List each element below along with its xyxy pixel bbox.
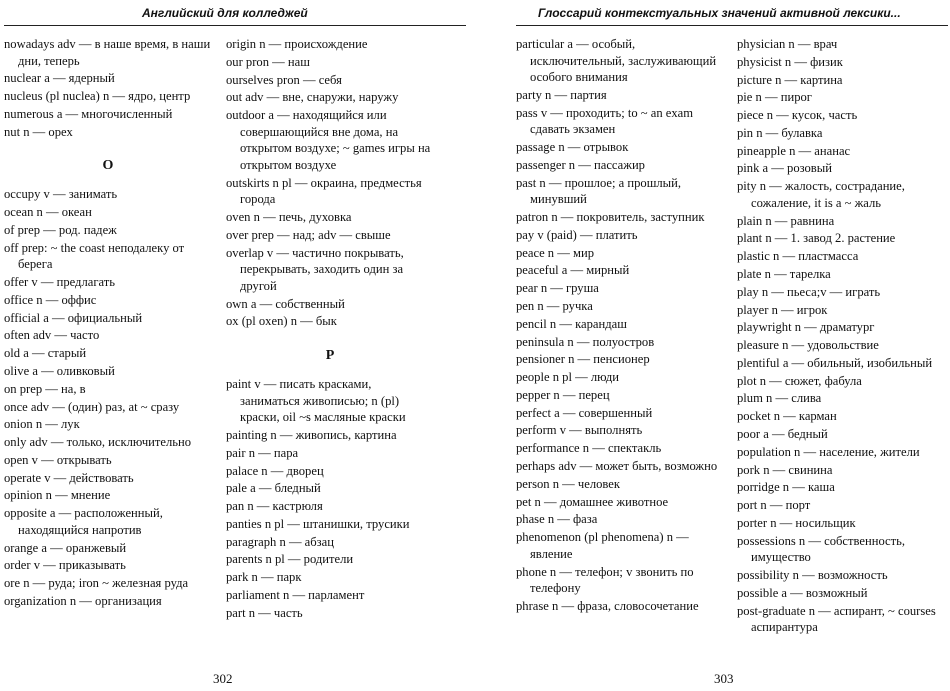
right-column-1 — [516, 36, 722, 616]
glossary-entry: pear n — груша — [516, 281, 599, 296]
glossary-entry: open v — открывать — [4, 452, 112, 467]
glossary-entry: pale a — бледный — [226, 481, 321, 496]
left-column-2 — [226, 36, 434, 623]
glossary-entry: perfect a — совершенный — [516, 405, 653, 420]
glossary-entry: ocean n — океан — [4, 205, 92, 220]
section-letter: O — [102, 158, 114, 174]
glossary-entry: pan n — кастрюля — [226, 499, 323, 514]
glossary-entry: old a — старый — [4, 346, 87, 361]
glossary-entry: particular a — особый, исключительный, заслуживающий особого внимания — [516, 37, 717, 85]
glossary-entry: organization n — организация — [4, 593, 162, 608]
glossary-entry: party n — партия — [516, 87, 607, 102]
glossary-entry: parents n pl — родители — [226, 552, 354, 567]
glossary-entry: ourselves pron — себя — [226, 72, 342, 87]
glossary-entry: over prep — над; adv — свыше — [226, 227, 391, 242]
glossary-entry: pensioner n — пенсионер — [516, 352, 650, 367]
glossary-entry: pay v (paid) — платить — [516, 227, 638, 242]
glossary-entry: origin n — происхождение — [226, 37, 368, 51]
glossary-entry: paint v — писать красками, заниматься живописью; n (pl) краски, oil ~s масляные краски — [226, 376, 406, 425]
glossary-entry: playwright n — драматург — [737, 320, 875, 335]
glossary-entry: pie n — пирог — [737, 90, 812, 105]
glossary-entry: possible a — возможный — [737, 585, 868, 600]
glossary-entry: piece n — кусок, часть — [737, 108, 858, 123]
glossary-entry: plate n — тарелка — [737, 266, 831, 281]
left-page-number: 302 — [213, 671, 233, 686]
glossary-entry: painting n — живопись, картина — [226, 427, 397, 442]
glossary-entry: pink a — розовый — [737, 161, 832, 176]
glossary-entry: pair n — пара — [226, 445, 299, 460]
glossary-entry: olive a — оливковый — [4, 363, 115, 378]
glossary-entry: pineapple n — ананас — [737, 143, 851, 158]
glossary-entry: post-graduate n — аспирант, ~ courses аспирантура — [737, 603, 936, 635]
glossary-entry: outdoor a — находящийся или совершающийся вне дома, на открытом воздухе; ~ games игры на открытом воздухе — [226, 108, 431, 172]
glossary-entry: pass v — проходить; to ~ an exam сдавать экзамен — [516, 105, 694, 137]
glossary-entry: official a — официальный — [4, 310, 143, 325]
glossary-entry: opposite a — расположенный, находящийся напротив — [4, 506, 163, 537]
left-header-rule — [4, 25, 466, 26]
glossary-entry: nuclear a — ядерный — [4, 71, 115, 86]
glossary-entry: play n — пьеса;v — играть — [737, 284, 881, 299]
glossary-entry: of prep — род. падеж — [4, 222, 117, 237]
glossary-entry: off prep: ~ the coast неподалеку от берега — [4, 240, 185, 272]
glossary-entry: part n — часть — [226, 605, 303, 620]
glossary-entry: phase n — фаза — [516, 512, 598, 527]
right-page-header: Глоссарий контекстуальных значений активной лексики... — [538, 6, 901, 20]
glossary-entry: order v — приказывать — [4, 558, 126, 573]
glossary-entry: population n — население, жители — [737, 444, 920, 459]
glossary-entry: pity n — жалость, сострадание, сожаление, it is a ~ жаль — [737, 179, 905, 210]
glossary-entry: plot n — сюжет, фабула — [737, 373, 862, 388]
glossary-entry: possibility n — возможность — [737, 568, 888, 583]
glossary-entry: offer v — предлагать — [4, 275, 115, 290]
left-page-header: Английский для колледжей — [142, 6, 308, 20]
glossary-entry: operate v — действовать — [4, 470, 134, 485]
glossary-entry: perform v — выполнять — [516, 423, 643, 438]
glossary-entry: occupy v — занимать — [4, 187, 118, 202]
glossary-entry: peninsula n — полуостров — [516, 334, 655, 349]
glossary-entry: port n — порт — [737, 498, 811, 513]
glossary-entry: passenger n — пассажир — [516, 157, 645, 172]
glossary-entry: plant n — 1. завод 2. растение — [737, 231, 896, 246]
glossary-entry: panties n pl — штанишки, трусики — [226, 516, 410, 531]
glossary-entry: own a — собственный — [226, 296, 345, 311]
glossary-entry: plentiful a — обильный, изобильный — [737, 355, 933, 370]
section-letter: P — [325, 347, 335, 363]
glossary-entry: outskirts n pl — окраина, предместья города — [226, 175, 422, 207]
left-page — [0, 0, 472, 691]
glossary-entry: on prep — на, в — [4, 381, 86, 396]
left-column-1 — [4, 36, 212, 611]
right-header-rule — [516, 25, 948, 26]
glossary-entry: performance n — спектакль — [516, 441, 662, 456]
glossary-entry: peace n — мир — [516, 245, 594, 260]
glossary-entry: phone n — телефон; v звонить по телефону — [516, 564, 694, 596]
glossary-entry: peaceful a — мирный — [516, 263, 630, 278]
glossary-entry: pleasure n — удовольствие — [737, 338, 879, 353]
glossary-entry: poor a — бедный — [737, 427, 828, 441]
glossary-entry: ore n — руда; iron ~ железная руда — [4, 576, 189, 591]
glossary-entry: opinion n — мнение — [4, 488, 111, 503]
glossary-entry: numerous a — многочисленный — [4, 106, 173, 121]
glossary-entry: nowadays adv — в наше время, в наши дни, теперь — [4, 37, 211, 68]
glossary-entry: plum n — слива — [737, 391, 822, 406]
glossary-entry: picture n — картина — [737, 72, 843, 87]
glossary-entry: orange a — оранжевый — [4, 540, 127, 555]
glossary-entry: porridge n — каша — [737, 480, 835, 495]
glossary-entry: only adv — только, исключительно — [4, 435, 192, 450]
glossary-entry: patron n — покровитель, заступник — [516, 210, 705, 225]
glossary-entry: physician n — врач — [737, 37, 838, 51]
right-page-number: 303 — [714, 671, 734, 686]
glossary-entry: overlap v — частично покрывать, перекрывать, заходить один за другой — [226, 245, 404, 293]
glossary-entry: paragraph n — абзац — [226, 534, 334, 549]
glossary-entry: parliament n — парламент — [226, 587, 365, 602]
glossary-entry: office n — оффис — [4, 292, 97, 307]
glossary-entry: nucleus (pl nuclea) n — ядро, центр — [4, 89, 191, 104]
glossary-entry: often adv — часто — [4, 328, 100, 343]
glossary-entry: pin n — булавка — [737, 125, 823, 140]
glossary-entry: once adv — (один) раз, at ~ сразу — [4, 399, 180, 414]
glossary-entry: pencil n — карандаш — [516, 316, 627, 331]
glossary-entry: pet n — домашнее животное — [516, 494, 669, 509]
glossary-entry: oven n — печь, духовка — [226, 210, 352, 225]
glossary-entry: pork n — свинина — [737, 462, 833, 477]
glossary-entry: onion n — лук — [4, 417, 80, 432]
glossary-entry: pocket n — карман — [737, 409, 837, 424]
glossary-entry: our pron — наш — [226, 54, 310, 69]
glossary-entry: person n — человек — [516, 476, 620, 491]
glossary-entry: nut n — орех — [4, 124, 73, 139]
glossary-entry: player n — игрок — [737, 302, 828, 317]
glossary-entry: pepper n — перец — [516, 387, 610, 402]
glossary-entry: ox (pl oxen) n — бык — [226, 314, 337, 329]
glossary-entry: people n pl — люди — [516, 370, 620, 385]
glossary-entry: porter n — носильщик — [737, 515, 856, 530]
right-page — [480, 0, 950, 691]
glossary-entry: plain n — равнина — [737, 213, 835, 228]
glossary-entry: pen n — ручка — [516, 298, 593, 313]
glossary-entry: physicist n — физик — [737, 54, 843, 69]
glossary-entry: palace n — дворец — [226, 463, 324, 478]
glossary-entry: past n — прошлое; a прошлый, минувший — [516, 175, 682, 207]
glossary-entry: plastic n — пластмасса — [737, 249, 859, 264]
glossary-entry: phrase n — фраза, словосочетание — [516, 598, 699, 613]
glossary-entry: park n — парк — [226, 570, 302, 585]
glossary-entry: phenomenon (pl phenomena) n — явление — [516, 530, 689, 561]
glossary-entry: possessions n — собственность, имущество — [737, 533, 906, 565]
glossary-entry: out adv — вне, снаружи, наружу — [226, 90, 399, 105]
glossary-entry: perhaps adv — может быть, возможно — [516, 459, 718, 473]
right-column-2 — [737, 36, 943, 637]
glossary-entry: passage n — отрывок — [516, 140, 629, 155]
